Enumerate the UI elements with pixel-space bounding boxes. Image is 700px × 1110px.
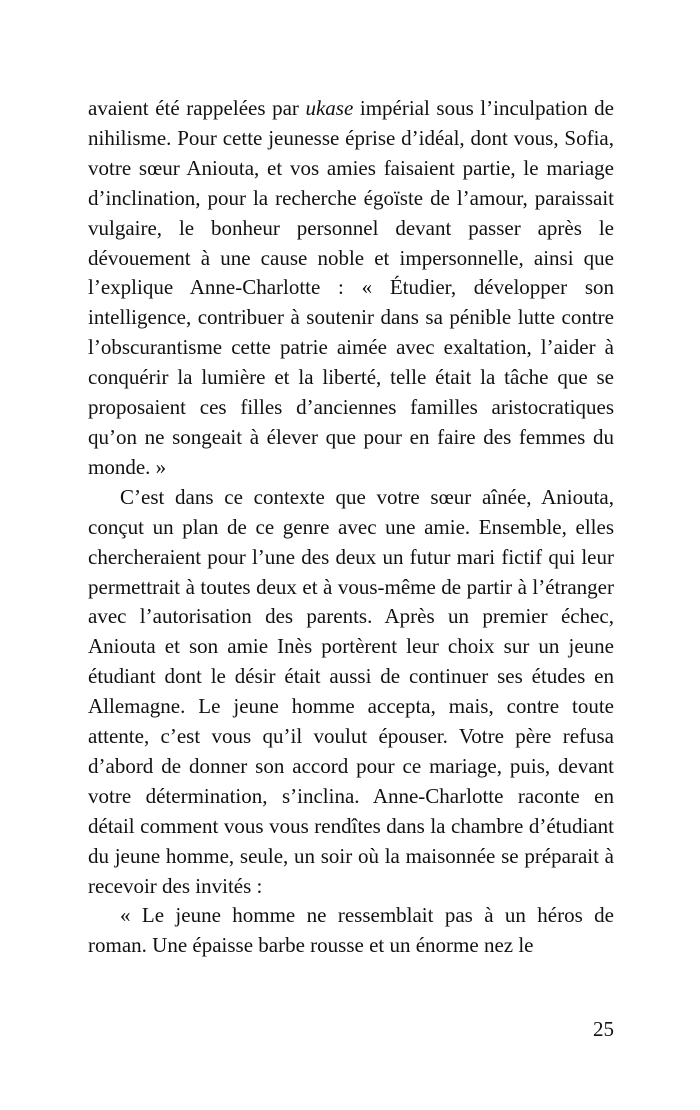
paragraph-2: C’est dans ce contexte que votre sœur aînée, Aniouta, conçut un plan de ce genre avec une amie. Ensemble, elles chercheraient pour l’une des deux un futur mari fictif qui leur permettrait à toutes deux et à vous-même de partir à l’étranger avec l’autorisation des parents. Après un premier échec, Aniouta et son amie Inès portèrent leur choix sur un jeune étudiant dont le désir était aussi de continuer ses études en Allemagne. Le jeune homme accepta, mais, contre toute attente, c’est vous qu’il voulut épouser. Votre père refusa d’abord de donner son accord pour ce mariage, puis, devant votre détermination, s’inclina. Anne-Charlotte raconte en détail comment vous vous rendîtes dans la chambre d’étudiant du jeune homme, seule, un soir où la maisonnée se préparait à recevoir des invités :	[88, 484, 614, 898]
ukase-italic: ukase	[305, 96, 354, 120]
paragraph-1	[88, 94, 614, 483]
page-number: 25	[593, 1017, 614, 1041]
page-body	[88, 94, 614, 961]
paragraph-1-text-a: avaient été rappelées par	[88, 96, 306, 120]
paragraph-3: « Le jeune homme ne ressemblait pas à un héros de roman. Une épaisse barbe rousse et un énorme nez le	[88, 903, 614, 958]
paragraph-1-text-b: impérial sous l’inculpation de nihilisme. Pour cette jeunesse éprise d’idéal, dont vous, Sofia, votre sœur Aniouta, et vos amies faisaient partie, le mariage d’inclination, pour la recherche égoïste de l’amour, paraissait vulgaire, le bonheur personnel devant passer après le dévouement à une cause noble et impersonnelle, ainsi que l’explique Anne-Charlotte : « Étudier, développer son intelligence, contribuer à soutenir dans sa pénible lutte contre l’obscurantisme cette patrie aimée avec exaltation, l’aider à conquérir la lumière et la liberté, telle était la tâche que se proposaient ces filles d’anciennes familles aristocratiques qu’on ne songeait à élever que pour en faire des femmes du monde. »	[88, 96, 614, 479]
